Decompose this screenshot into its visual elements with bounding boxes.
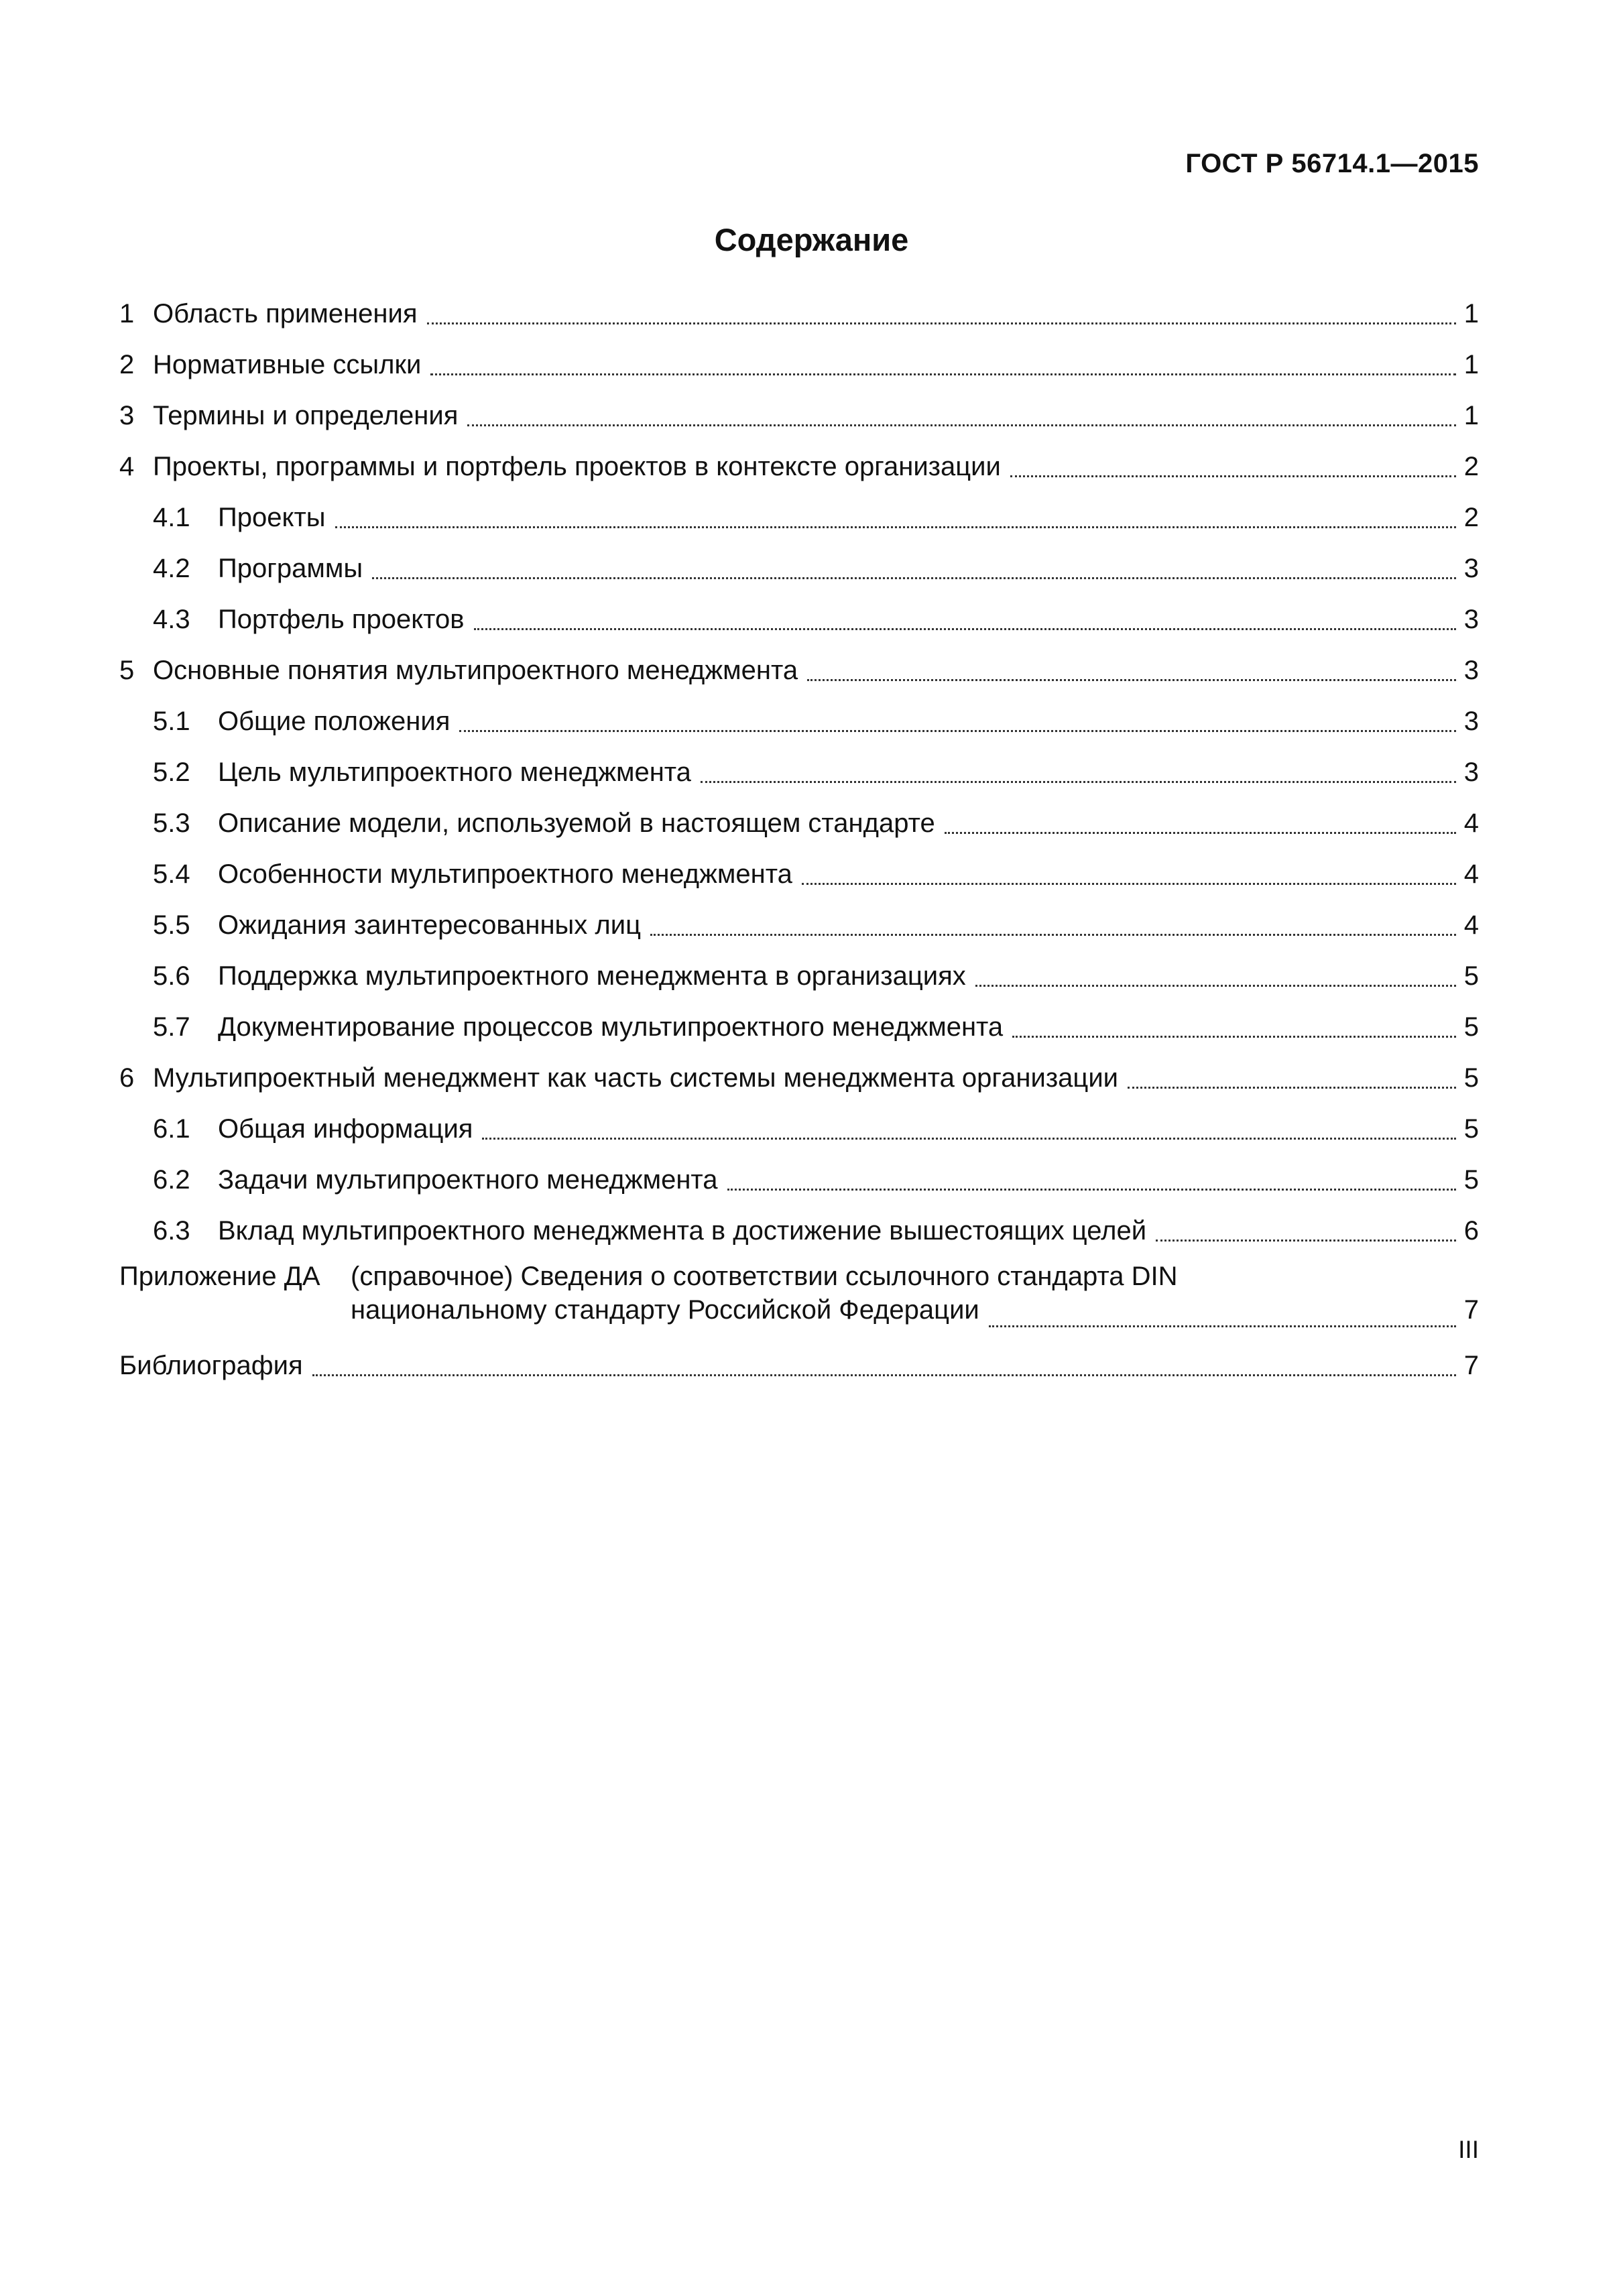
section-title: Общая информация <box>218 1114 473 1144</box>
section-number: 5.4 <box>153 859 190 889</box>
toc-entry-line <box>119 594 1479 645</box>
section-number: 5.6 <box>153 961 190 991</box>
dot-leader <box>989 1325 1456 1327</box>
section-number: 5.3 <box>153 808 190 838</box>
toc-entry-line <box>119 441 1479 492</box>
appendix-title-line-2-row <box>351 1295 1479 1335</box>
toc-entry[interactable] <box>119 798 1479 849</box>
section-page-number: 5 <box>1463 1063 1479 1093</box>
dot-leader <box>701 781 1456 783</box>
toc-entry[interactable] <box>119 339 1479 390</box>
section-page-number: 5 <box>1463 961 1479 991</box>
toc-entry-line <box>119 492 1479 543</box>
toc-entry-line <box>119 798 1479 849</box>
toc-entry-line <box>119 747 1479 798</box>
toc-entry[interactable] <box>119 1205 1479 1256</box>
section-page-number: 5 <box>1463 1114 1479 1144</box>
bibliography-title: Библиография <box>119 1351 303 1380</box>
section-page-number: 2 <box>1463 503 1479 532</box>
section-page-number: 6 <box>1463 1216 1479 1246</box>
toc-entry-line <box>119 1154 1479 1205</box>
section-number: 5.1 <box>153 707 190 736</box>
bibliography-page-number: 7 <box>1463 1351 1479 1380</box>
dot-leader <box>650 934 1456 936</box>
section-page-number: 1 <box>1463 401 1479 430</box>
toc-entry-line <box>119 543 1479 594</box>
appendix-title-line-2: национальному стандарту Российской Федерации <box>351 1295 979 1325</box>
section-number: 6 <box>119 1063 135 1093</box>
dot-leader <box>802 883 1456 885</box>
section-title: Документирование процессов мультипроектного менеджмента <box>218 1012 1004 1042</box>
section-title: Общие положения <box>218 707 450 736</box>
section-title: Цель мультипроектного менеджмента <box>218 758 691 787</box>
appendix-title-line-1: (справочное) Сведения о соответствии ссылочного стандарта DIN <box>351 1262 1178 1291</box>
section-page-number: 5 <box>1463 1012 1479 1042</box>
section-page-number: 3 <box>1463 656 1479 685</box>
section-title: Проекты, программы и портфель проектов в контексте организации <box>153 452 1001 481</box>
toc-entry[interactable] <box>119 390 1479 441</box>
dot-leader <box>335 526 1456 528</box>
dot-leader <box>430 373 1455 375</box>
section-page-number: 4 <box>1463 859 1479 889</box>
dot-leader <box>807 679 1456 681</box>
dot-leader <box>975 985 1456 987</box>
toc-entry-line <box>119 390 1479 441</box>
section-number: 5.5 <box>153 910 190 940</box>
toc-entry-line <box>119 645 1479 696</box>
dot-leader <box>1010 475 1456 477</box>
section-number: 5.2 <box>153 758 190 787</box>
dot-leader <box>474 628 1456 630</box>
section-number: 5.7 <box>153 1012 190 1042</box>
toc-entry[interactable] <box>119 951 1479 1002</box>
section-number: 4 <box>119 452 135 481</box>
section-title: Проекты <box>218 503 326 532</box>
section-page-number: 1 <box>1463 299 1479 328</box>
section-title: Описание модели, используемой в настоящем стандарте <box>218 808 935 838</box>
toc-entry-line <box>119 1052 1479 1103</box>
toc-entry[interactable] <box>119 645 1479 696</box>
appendix-label: Приложение ДА <box>119 1262 320 1291</box>
section-title: Ожидания заинтересованных лиц <box>218 910 642 940</box>
document-code: ГОСТ Р 56714.1—2015 <box>1185 149 1479 178</box>
toc-entry[interactable] <box>119 849 1479 900</box>
dot-leader <box>427 322 1456 324</box>
toc-entry-appendix[interactable] <box>119 1256 1479 1340</box>
section-number: 4.2 <box>153 554 190 583</box>
section-title: Программы <box>218 554 363 583</box>
dot-leader <box>467 424 1455 426</box>
toc-entry[interactable] <box>119 543 1479 594</box>
toc-entry[interactable] <box>119 594 1479 645</box>
section-title: Основные понятия мультипроектного менеджмента <box>153 656 798 685</box>
section-page-number: 3 <box>1463 758 1479 787</box>
section-page-number: 4 <box>1463 808 1479 838</box>
section-page-number: 3 <box>1463 605 1479 634</box>
toc-entry-line <box>119 1103 1479 1154</box>
toc-entry-bibliography[interactable] <box>119 1340 1479 1391</box>
dot-leader <box>1156 1240 1456 1242</box>
toc-entry-line <box>119 696 1479 747</box>
toc-entry-line <box>119 1205 1479 1256</box>
dot-leader <box>459 730 1455 732</box>
toc-entry[interactable] <box>119 492 1479 543</box>
appendix-page-number: 7 <box>1463 1295 1479 1325</box>
section-page-number: 3 <box>1463 707 1479 736</box>
section-page-number: 5 <box>1463 1165 1479 1195</box>
dot-leader <box>1012 1036 1456 1038</box>
toc-entry-line <box>119 339 1479 390</box>
section-number: 4.3 <box>153 605 190 634</box>
toc-entry[interactable] <box>119 441 1479 492</box>
section-page-number: 2 <box>1463 452 1479 481</box>
toc-entries <box>119 288 1479 1256</box>
dot-leader <box>945 832 1456 834</box>
toc-entry-line <box>119 951 1479 1002</box>
toc-entry[interactable] <box>119 1154 1479 1205</box>
section-page-number: 1 <box>1463 350 1479 379</box>
section-number: 3 <box>119 401 135 430</box>
dot-leader <box>312 1374 1456 1376</box>
table-of-contents <box>119 288 1479 1391</box>
section-number: 5 <box>119 656 135 685</box>
toc-entry[interactable] <box>119 747 1479 798</box>
section-title: Задачи мультипроектного менеджмента <box>218 1165 718 1195</box>
toc-entry[interactable] <box>119 1052 1479 1103</box>
dot-leader <box>727 1189 1456 1191</box>
section-page-number: 3 <box>1463 554 1479 583</box>
toc-entry-line <box>119 849 1479 900</box>
section-title: Нормативные ссылки <box>153 350 422 379</box>
section-page-number: 4 <box>1463 910 1479 940</box>
section-number: 4.1 <box>153 503 190 532</box>
section-title: Портфель проектов <box>218 605 465 634</box>
toc-entry[interactable] <box>119 696 1479 747</box>
toc-entry-line <box>119 288 1479 339</box>
toc-entry[interactable] <box>119 1002 1479 1052</box>
section-title: Поддержка мультипроектного менеджмента в организациях <box>218 961 966 991</box>
dot-leader <box>372 577 1456 579</box>
toc-entry-line <box>119 900 1479 951</box>
section-title: Мультипроектный менеджмент как часть системы менеджмента организации <box>153 1063 1118 1093</box>
dot-leader <box>1128 1087 1456 1089</box>
section-number: 1 <box>119 299 135 328</box>
section-number: 6.2 <box>153 1165 190 1195</box>
toc-title: Содержание <box>714 222 909 257</box>
page-number: III <box>1458 2136 1479 2163</box>
section-number: 2 <box>119 350 135 379</box>
section-number: 6.1 <box>153 1114 190 1144</box>
section-number: 6.3 <box>153 1216 190 1246</box>
toc-entry[interactable] <box>119 1103 1479 1154</box>
section-title: Вклад мультипроектного менеджмента в достижение вышестоящих целей <box>218 1216 1147 1246</box>
toc-entry[interactable] <box>119 900 1479 951</box>
toc-entry[interactable] <box>119 288 1479 339</box>
dot-leader <box>482 1138 1455 1140</box>
section-title: Термины и определения <box>153 401 459 430</box>
toc-entry-line <box>119 1002 1479 1052</box>
section-title: Область применения <box>153 299 418 328</box>
section-title: Особенности мультипроектного менеджмента <box>218 859 792 889</box>
